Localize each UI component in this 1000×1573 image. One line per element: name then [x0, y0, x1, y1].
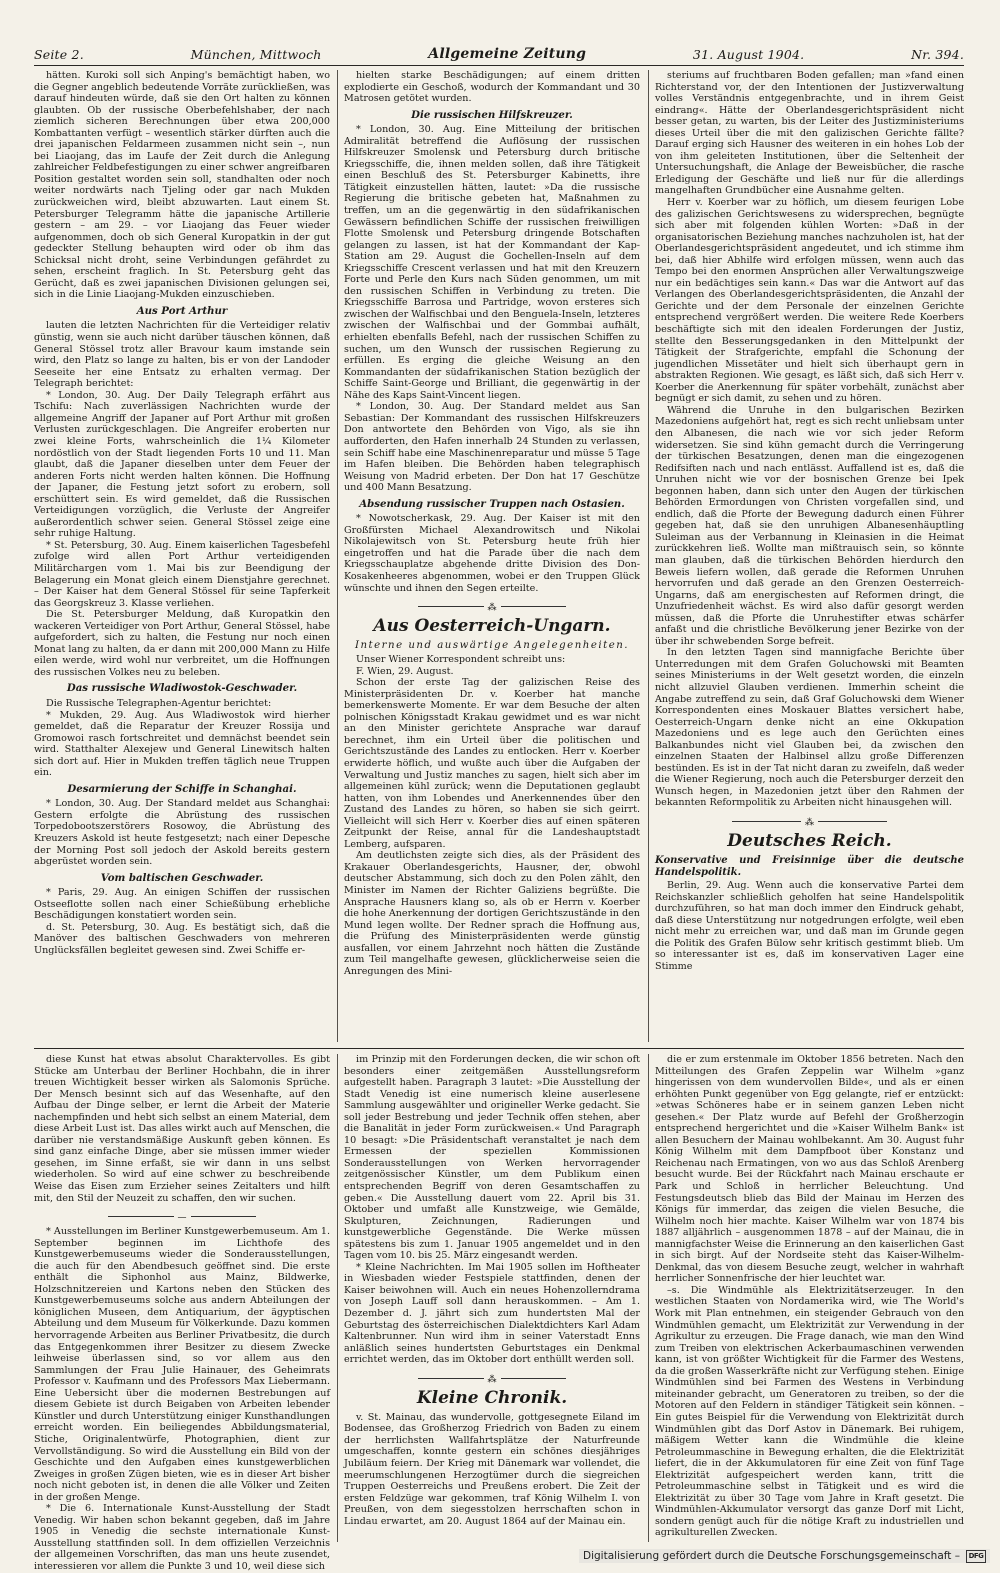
department-heading: Aus Oesterreich-Ungarn. — [373, 616, 611, 637]
department-subheading: Interne und auswärtige Angelegenheiten. — [354, 640, 630, 652]
article-paragraph: diese Kunst hat etwas absolut Charaktervolles. Es gibt Stücke am Unterbau der Berliner Hochbahn, die in ihrer treuen Wichtigkeit besser wirken als Salomonis Sprüche. Der Mensch besinnt sich auf das Wesenhafte, auf den Aufbau der Dinge selber, er lernt die Arbeit der Materie nachempfinden und hebt sich selbst an einem Material, dem diese Arbeit Lust ist. Das alles wirkt auch auf Menschen, die darüber nie verstandsmäßige Auskunft geben können. Es sind ganz einfache Dinge, aber sie müssen immer wieder gesehen, im Sinne erfaßt, sie wir dann in uns selbst wiederholen. So wird auf eine schwer zu beschreibende Weise das Eisen zum Erzieher seines Zeitalters und hilft mit, den Stil der Neuzeit zu schaffen, den wir suchen. — [34, 1054, 330, 1204]
article-paragraph: * Kleine Nachrichten. Im Mai 1905 sollen im Hoftheater in Wiesbaden wieder Festspiele stattfinden, denen der Kaiser beiwohnen will. Auch ein neues Hohenzollerndrama von Joseph Lauff soll dann herauskommen. – Am 1. Dezember d. J. jährt sich zum hundertsten Mal der Geburtstag des österreichischen Dialektdichters Karl Adam Kaltenbrunner. Nun wird ihm in seiner Vaterstadt Enns anläßlich seines hundertsten Geburtstages ein Denkmal errichtet werden, das im Oktober dort enthüllt werden soll. — [344, 1261, 640, 1366]
section-ornament — [655, 817, 964, 828]
article-paragraph: hielten starke Beschädigungen; auf einem dritten explodierte ein Geschoß, wodurch der Kommandant und 30 Matrosen getötet wurden. — [344, 70, 640, 105]
article-paragraph: die er zum erstenmale im Oktober 1856 betreten. Nach den Mitteilungen des Grafen Zeppelin war Wilhelm »ganz hingerissen von dem wundervollen Bilde«, und als er einen erhöhten Punkt gegenüber von Egg gelangte, rief er entzückt: »etwas Schöneres habe er in seinem ganzen Leben nicht gesehen.« Der Platz wurde auf Befehl der Großherzogin entsprechend hergerichtet und die »Kaiser Wilhelm Bank« ist allen Besuchern der Mainau wohlbekannt. Am 30. August fuhr König Wilhelm mit dem Dampfboot über Konstanz und Reichenau nach Ermatingen, von wo aus das Schloß Arenberg besucht wurde. Bei der Rückfahrt nach Mainau erschaute er Park und Schloß in herrlicher Beleuchtung. Und Festungsdeutsch blieb das Bild der Mainau im Herzen des Königs für immerdar, das zeigen die vielen Besuche, die Wilhelm noch hier machte. Kaiser Wilhelm war von 1874 bis 1887 alljährlich – ausgenommen 1878 – auf der Mainau, die in mannigfachster Weise die Erinnerung an den kaiserlichen Gast in sich birgt. Auf der Nordseite steht das Kaiser-Wilhelm-Denkmal, das von diesem Besuche zeugt, welcher in wahrhaft herrlicher Sonnenfrische der hier leuchtet war. — [655, 1054, 964, 1285]
article-paragraph: Berlin, 29. Aug. Wenn auch die konservative Partei dem Reichskanzler schließlich geholfen hat seine Handelspolitik durchzuführen, so hat man doch immer den Eindruck gehabt, daß diese Unterstützung nur notgedrungen erfolgte, weil eben nicht mehr zu erreichen war, und daß man im Grunde gegen die Politik des Grafen Bülow sehr kritisch gestimmt blieb. Um so interessanter ist es, daß im konservativen Lager eine Stimme — [655, 880, 964, 972]
article-paragraph: * Nowotscherkask, 29. Aug. Der Kaiser ist mit den Großfürsten Michael Alexandrowitsch und Nikolai Nikolajewitsch von St. Petersburg heute früh hier eingetroffen und hat die Parade über die nach dem Kriegsschauplatze abgehende dritte Division des Don-Kosakenheeres abgenommen, wobei er den Truppen Glück wünschte und ihnen den Segen erteilte. — [344, 513, 640, 594]
section-ornament — [344, 1374, 640, 1385]
article-paragraph: v. St. Mainau, das wundervolle, gottgesegnete Eiland im Bodensee, das Großherzog Friedrich von Baden zu einem der herrlichsten Wallfahrtsplätze der Naturfreunde umgeschaffen, konnte gestern ein schönes diesjähriges Jubiläum feiern. Der Krieg mit Dänemark war vollendet, die meerumschlungenen Herzogtümer durch die siegreichen Truppen Oesterreichs und Preußens erobert. Die Zeit der ersten Feldzüge war gekommen, traf König Wilhelm I. von Preußen, von dem siegesstolzen herrschaften schon in Lindau erwartet, am 20. August 1864 auf der Mainau ein. — [344, 1411, 640, 1527]
article-paragraph: In den letzten Tagen sind mannigfache Berichte über Unterredungen mit dem Grafen Goluchowski mit Beamten seines Ministeriums in der Welt gesetzt worden, die einzeln nicht allzuviel Glauben verdienen. Immerhin scheint die Angabe zutreffend zu sein, daß Graf Goluchowski dem Wiener Korrespondenten eines Moskauer Blattes versichert habe, Oesterreich-Ungarn denke nicht an eine Okkupation Mazedoniens und es lege auch den Gerüchten eines Balkanbundes nicht viel Glauben bei, da zwischen den einzelnen Staaten der Halbinsel allzu große Differenzen bestünden. Es ist in der Tat nicht daran zu zweifeln, daß weder die Wiener Regierung, noch auch die Petersburger derzeit den Wunsch hegen, in Mazedonien jetzt über den Rahmen der bekannten Reformpolitik zu Arbeiten nicht hinausgehen will. — [655, 647, 964, 809]
column-2 — [344, 70, 640, 1042]
article-paragraph: lauten die letzten Nachrichten für die Verteidiger relativ günstig, wenn sie auch nicht darüber täuschen können, daß General Stössel trotz aller Bravour kaum imstande sein wird, den Platz so lange zu halten, bis er von der Landoder Seeseite her eine Entsatz zu erhalten vermag. Der Telegraph berichtet: — [34, 320, 330, 390]
column-6 — [655, 1054, 964, 1542]
section-heading: Absendung russischer Truppen nach Ostasien. — [359, 497, 625, 510]
department-heading: Deutsches Reich. — [727, 831, 892, 851]
article-paragraph: d. St. Petersburg, 30. Aug. Es bestätigt sich, daß die Manöver des baltischen Geschwaders von mehreren Unglücksfällen begleitet gewesen sind. Zwei Schiffe er- — [34, 921, 330, 956]
ornament-glyph: ⁂ — [484, 1375, 501, 1385]
header-date: 31. August 1904. — [692, 47, 805, 62]
section-heading: Aus Port Arthur — [136, 304, 228, 317]
article-paragraph: * London, 30. Aug. Der Standard meldet aus Schanghai: Gestern erfolgte die Abrüstung des russischen Torpedobootszerstörers Rosowoy, die Abrüstung des Kreuzers Askold ist heute festgesetzt; nach einer Depesche der Morning Post soll jedoch der Askold bereits gestern abgerüstet worden sein. — [34, 798, 330, 868]
page-number: Seite 2. — [34, 47, 84, 62]
article-headline: Konservative und Freisinnige über die deutsche Handelspolitik. — [655, 855, 964, 878]
masthead-title: Allgemeine Zeitung — [428, 46, 587, 62]
page-header — [34, 40, 964, 62]
ornament-glyph: — — [174, 1213, 191, 1223]
feuilleton-rule — [34, 1048, 964, 1049]
article-paragraph: * London, 30. Aug. Eine Mitteilung der britischen Admiralität betreffend die Auflösung der russischen Hilfskreuzer Smolensk und Petersburg durch britische Kriegsschiffe, die, ihnen melden sollen, daß ihre Tätigkeit einen Beschluß des St. Petersburger Kabinetts, ihre Tätigkeit einzustellen hätten, lautet: »Da die russische Regierung die britische gebeten hat, Maßnahmen zu treffen, um an die gegenwärtig in den südafrikanischen Gewässern befindlichen Schiffe der russischen freiwilligen Flotte Smolensk und Petersburg dringende Botschaften gelangen zu lassen, ist hat der Kommandant der Kap-Station am 29. August die Gochellen-Inseln auf dem Kriegsschiffe Crescent verlassen und hat mit den Kreuzern Forte und Perle den Kurs nach Süden genommen, um mit den russischen Schiffen in Verbindung zu treten. Die Kriegsschiffe Barrosa und Partridge, wovon ersteres sich zwischen der Walfischbai und den Benguela-Inseln, letzteres zwischen der Walfischbai und der Gommbai aufhält, erhielten ebenfalls Befehl, nach der russischen Schiffen zu suchen, um den Wunsch der russischen Regierung zu erfüllen. Es erging die gleiche Weisung an den Kommandanten der südafrikanischen Station bezüglich der Schiffe Saint-George und Brilliant, die gegenwärtig in der Nähe des Kaps Saint-Vincent liegen. — [344, 124, 640, 401]
dfg-logo-icon: DFG — [966, 1550, 986, 1563]
column-1 — [34, 70, 330, 1042]
column-divider — [337, 1054, 338, 1542]
column-divider — [337, 70, 338, 1042]
issue-number: Nr. 394. — [911, 47, 964, 62]
section-heading: Desarmierung der Schiffe in Schanghai. — [67, 782, 297, 795]
section-ornament — [34, 1212, 330, 1224]
article-paragraph: F. Wien, 29. August. — [356, 665, 454, 677]
article-paragraph: –s. Die Windmühle als Elektrizitätserzeuger. In den westlichen Staaten von Nordamerika wird, wie The World's Work mit Plan entnehmen, ein steigender Gebrauch von den Windmühlen gemacht, um Elektrizität zur Verwendung in der Agrikultur zu erzeugen. Die Frage danach, wie man den Wind zum Treiben von elektrischen Ackerbaumaschinen verwenden kann, ist von größter Wichtigkeit für die Farmer des Westens, da die großen Wasserkräfte nicht zur Verfügung stehen. Einige Windmühlen sind bei Farmen des Westens in Verbindung miteinander gebracht, um Generatoren zu treiben, so der die Motoren auf den Feldern in ständiger Tätigkeit sein können. – Ein gutes Beispiel für die Verwendung von Elektrizität durch Windmühlen gibt das Dorf Astov in Dänemark. Bei ruhigem, mäßigem Wetter kann die Windmühle die kleine Petroleummaschine in Bewegung erhalten, die die Elektrizität liefert, die in der Akkumulatoren für eine Zeit von fünf Tage Elektrizität aufgespeichert werden kann, tritt die Petroleummaschine selbst in Tätigkeit und es wird die Elektrizität zu über 30 Tage vom Jahre in Kraft gesetzt. Die Windmühlen-Akkumulator versorgt das ganze Dorf mit Licht, sondern genügt auch für die nötige Kraft zu industriellen und agrikulturellen Zwecken. — [655, 1284, 964, 1539]
column-3 — [655, 70, 964, 1042]
article-paragraph: Die Russische Telegraphen-Agentur berichtet: — [46, 697, 272, 709]
header-rule — [34, 65, 964, 66]
article-paragraph: Während die Unruhe in den bulgarischen Bezirken Mazedoniens aufgehört hat, regt es sich recht unliebsam unter den Albanesen, die nach wie vor sich jeder Reform widersetzen. Sie sind kühn gemacht durch die Verringerung der türkischen Besatzungen, denen man die eingezogenen Redifsiften nach und nach entlässt. Auffallend ist es, daß die Unruhen nicht wie vor der bosnischen Grenze bei Ipek begonnen haben, dann sich unter den Augen der türkischen Behörden Ermordungen von Christen vorgefallen sind, und endlich, daß die Pforte der Bewegung dadurch einen Führer gegeben hat, daß sie den unruhigen Albanesenhäuptling Suleiman aus der Verbannung in Kleinasien in die Heimat zurückkehren ließ. Wollte man mißtrauisch sein, so könnte man glauben, daß die türkischen Behörden hierdurch den Beweis liefern wollen, daß gerade die Reformen Unruhen hervorrufen und daß gerade an den Grenzen Oesterreich-Ungarns, daß am energischesten auf Reformen dringt, die Unzufriedenheit wächst. Es wird also dafür gesorgt werden müssen, daß die Pforte die Unruhestifter etwas schärfer anfaßt und die christliche Bevölkerung jener Bezirke von der über ihr schwebenden Sorge befreit. — [655, 404, 964, 647]
article-paragraph: hätten. Kuroki soll sich Anping's bemächtigt haben, wo die Gegner angeblich bedeutende Vorräte zurückließen, was darauf hindeuten würde, daß sie den Ort halten zu können glaubten. Ob der russische Oberbefehlshaber, der nach ziemlich sicheren Berechnungen über etwa 200,000 Kombattanten verfügt – wesentlich stärker dürften auch die drei japanischen Feldarmeen zusammen nicht sein –, nun bei Liaojang, das im Laufe der Zeit durch die Anlegung zahlreicher Feldbefestigungen zu einer schwer angreifbaren Position gestaltet worden sein soll, standhalten oder noch weiter nordwärts nach Tjeling oder gar nach Mukden zurückweichen wird, bleibt abzuwarten. Laut einem St. Petersburger Telegramm hätte die japanische Artillerie gestern – am 29. – vor Liaojang das Feuer wieder aufgenommen, doch ob sich General Kuropatkin in der gut gedeckter Stellung behaupten wird oder ob ihm das Schicksal nicht droht, seine Verbindungen gefährdet zu sehen, erscheint fraglich. In St. Petersburg geht das Gerücht, daß es zwei japanischen Divisionen gelungen sei, sich in die Linie Liaojang-Mukden einzuschieben. — [34, 70, 330, 301]
article-paragraph: Unser Wiener Korrespondent schreibt uns: — [356, 654, 566, 666]
article-paragraph: * St. Petersburg, 30. Aug. Einem kaiserlichen Tagesbefehl zufolge wird allen Port Arthur verteidigenden Militärchargen vom 1. Mai bis zur Beendigung der Belagerung ein Monat gleich einem Dienstjahre gerechnet. – Der Kaiser hat dem General Stössel für seine Tapferkeit das Georgskreuz 3. Klasse verliehen. — [34, 539, 330, 609]
article-paragraph: Die St. Petersburger Meldung, daß Kuropatkin den wackeren Verteidiger von Port Arthur, General Stössel, habe aufgefordert, sich zu halten, die Festung nur noch einen Monat lang zu halten, da er dann mit 200,000 Mann zu Hilfe eilen werde, wird wohl nur verbreitet, um die Hoffnungen des russischen Volkes neu zu beleben. — [34, 609, 330, 678]
article-paragraph: * Ausstellungen im Berliner Kunstgewerbemuseum. Am 1. September beginnen im Lichthofe des Kunstgewerbemuseums wieder die Sonderausstellungen, die auch für den Abendbesuch geöffnet sind. Die erste enthält die Siphonhol aus Mainz, Bildwerke, Holzschnitzereien und Kartons neben den Stücken des Kunstgewerbemuseums solche aus andern Abteilungen der königlichen Museen, dem Antiquarium, der ägyptischen Abteilung und dem Museum für Völkerkunde. Dazu kommen hervorragende Arbeiten aus Berliner Privatbesitz, die durch das Entgegenkommen ihrer Besitzer zu diesem Zwecke leihweise überlassen sind, so vor allem aus den Sammlungen der Frau Julie Hainauer, des Geheimrats Professor v. Kaufmann und des Professors Max Liebermann. Eine Uebersicht über die modernen Bestrebungen auf diesem Gebiete ist durch Beigaben von Arbeiten lebender Künstler und durch Unterstützung einiger Kunsthandlungen erreicht worden. Ein beiliegendes Abbildungsmaterial, Stiche, Originalentwürfe, Photographien, dient zur Vervollständigung. So wird die Ausstellung ein Bild von der Geschichte und den Aufgaben eines kunstgewerblichen Zweiges in großen Zügen bieten, wie es in dieser Art bisher noch nicht geboten ist, in denen die alle Völker und Zeiten in der großen Menge. — [34, 1226, 330, 1503]
section-heading: Die russischen Hilfskreuzer. — [411, 108, 573, 121]
ornament-glyph: ⁂ — [801, 818, 818, 828]
section-heading: Vom baltischen Geschwader. — [100, 871, 264, 884]
section-heading: Das russische Wladiwostok-Geschwader. — [66, 682, 298, 695]
footer-text: Digitalisierung gefördert durch die Deutsche Forschungsgemeinschaft – — [583, 1550, 960, 1562]
article-paragraph: Am deutlichsten zeigte sich dies, als der Präsident des Krakauer Oberlandesgerichts, Hausner, der, obwohl deutscher Abstammung, sich doch zu den Polen zählt, den Minister im Namen der Richter Galiziens begrüßte. Die Ansprache Hausners klang so, als ob er Herrn v. Koerber die hohe Anerkennung der dortigen Gerichtszustände in den Mund legen wollte. Der Redner sprach die Hoffnung aus, die Prüfung des Ministerpräsidenten werde günstig ausfallen, vor einem Jahrzehnt noch hätten die Zustände zum Teil mangelhafte gewesen, glücklicherweise seien die Anregungen des Mini- — [344, 850, 640, 977]
article-paragraph: Schon der erste Tag der galizischen Reise des Ministerpräsidenten Dr. v. Koerber hat manche bemerkenswerte Momente. Er war dem Besuche der alten polnischen Königsstadt Krakau gewidmet und es war nicht an den Minister gerichtete Ansprache war darauf berechnet, ihm ein Urteil über die politischen und Gerichtszustände des Landes zu entlocken. Herr v. Koerber erwiderte höflich, und wußte auch über die Aufgaben der Verwaltung und Justiz manches zu sagen, hielt sich aber im allgemeinen kühl zurück; wenn die Deputationen geglaubt hatten, von ihm Lobendes und Anerkennendes über den Zustand des Landes zu hören, so haben sie sich geirrt. Vielleicht will sich Herr v. Koerber dies auf einen späteren Zeitpunkt der Reise, annal für die Landeshauptstadt Lemberg, aufsparen. — [344, 677, 640, 850]
article-paragraph: * Paris, 29. Aug. An einigen Schiffen der russischen Ostseeflotte sollen nach einer Schießübung erhebliche Beschädigungen konstatiert worden sein. — [34, 887, 330, 922]
article-paragraph: im Prinzip mit den Forderungen decken, die wir schon oft besonders einer zeitgemäßen Ausstellungsreform aufgestellt haben. Paragraph 3 lautet: »Die Ausstellung der Stadt Venedig ist eine numerisch kleine auserlesene Sammlung ausgewählter und origineller Werke gedacht. Sie soll jeder Bestrebung und jeder Technik offen stehen, aber die Banalität in jeder Form zurückweisen.« Und Paragraph 10 besagt: »Die Präsidentschaft veranstaltet je nach dem Ermessen der speziellen Kommissionen Sonderausstellungen von Werken hervorragender zeitgenössischer Künstler, um dem Publikum einen entsprechenden Begriff von deren Gesamtschaffen zu geben.« Die Ausstellung dauert vom 22. April bis 31. Oktober und umfaßt alle Kunstzweige, wie Gemälde, Skulpturen, Zeichnungen, Radierungen und kunstgewerbliche Gegenstände. Die Werke müssen spätestens bis zum 1. Januar 1905 angemeldet und in den Tagen vom 10. bis 25. März eingesandt werden. — [344, 1054, 640, 1262]
column-5 — [344, 1054, 640, 1542]
digitization-footer — [579, 1549, 990, 1563]
article-paragraph: steriums auf fruchtbaren Boden gefallen; man »fand einen Richterstand vor, der den Intentionen der Justizverwaltung volles Verständnis entgegenbrachte, und in ihrem Geist eindrang«. Hätte der Oberlandesgerichtspräsident nicht besser getan, zu warten, bis der Leiter des Justizministeriums dieses Urteil über die mit den galizischen Gerichte fällte? Darauf erging sich Hausner des weiteren in ein hohes Lob der von ihm geleiteten Institutionen, über die Seltenheit der Untersuchungshaft, die Anlage der Beweisbücher, die rasche Erledigung der Geschäfte und ließ nur für die allerdings mangelhaften Grundbücher eine Ausnahme gelten. — [655, 70, 964, 197]
column-divider — [648, 70, 649, 1042]
ornament-glyph: ⁂ — [484, 603, 501, 613]
section-ornament — [344, 602, 640, 614]
article-paragraph: * Mukden, 29. Aug. Aus Wladiwostok wird hierher gemeldet, daß die Reparatur der Kreuzer Rossija und Gromowoi rasch fortschreitet und demnächst beendet sein wird. Statthalter Alexejew und General Linewitsch halten sich dort auf. Hier in Mukden treffen täglich neue Truppen ein. — [34, 709, 330, 779]
column-divider — [648, 1054, 649, 1542]
column-4 — [34, 1054, 330, 1572]
article-paragraph: * London, 30. Aug. Der Daily Telegraph erfährt aus Tschifu: Nach zuverlässigen Nachrichten wurde der allgemeine Angriff der Japaner auf Port Arthur mit großen Verlusten zurückgeschlagen. Die Angreifer eroberten nur zwei kleine Forts, wahrscheinlich die 1¼ Kilometer nordöstlich von der Stadt liegenden Forts 10 und 11. Man glaubt, daß die Japaner dieselben unter dem Feuer der anderen Forts nicht werden halten können. Die Hoffnung der Japaner, die Festung jetzt sofort zu erobern, soll erschüttert sein. Es wird gemeldet, daß die Russischen Verteidigungen vorzüglich, die Verluste der Angreifer außerordentlich schwer seien. General Stössel zeige eine sehr ruhige Haltung. — [34, 389, 330, 540]
article-paragraph: Herr v. Koerber war zu höflich, um diesem feurigen Lobe des galizischen Gerichtswesens zu widersprechen, begnügte sich aber mit folgenden kühlen Worten: »Daß in der organisatorischen Beziehung manches nachzuholen ist, hat der Oberlandesgerichtspräsident angedeutet, und ich stimme ihm bei, daß hier Abhilfe wird erfolgen müssen, wenn auch das Tempo bei den enormen Ansprüchen aller Verwaltungszweige nur ein bedächtiges sein kann.« Das war die Antwort auf das Verlangen des Oberlandesgerichtspräsidenten, die Anzahl der Gerichte und der dem Personale der einzelnen Gerichte entsprechend vergrößert werden. Die weitere Rede Koerbers beschäftigte sich mit den idealen Forderungen der Justiz, stellte den Besserungsgedanken in den Mittelpunkt der Tätigkeit der Strafgerichte, empfahl die Schonung der jugendlichen Missetäter und hielt sich überhaupt gern in abstrakten Regionen. Wie gesagt, es läßt sich, daß sich Herr v. Koerber die Anerkennung für später vorbehält, zunächst aber begnügt er sich damit, zu sehen und zu hören. — [655, 197, 965, 405]
article-paragraph: * London, 30. Aug. Der Standard meldet aus San Sebastian: Der Kommandant des russischen Hilfskreuzers Don antwortete den Behörden von Vigo, als sie ihn aufforderten, den Hafen innerhalb 24 Stunden zu verlassen, sein Schiff habe eine Maschinenreparatur und müsse 5 Tage im Hafen bleiben. Die Behörden haben telegraphisch Weisung von Madrid erbeten. Der Don hat 17 Geschütze und 400 Mann Besatzung. — [344, 401, 640, 494]
header-place: München, Mittwoch — [190, 47, 322, 62]
article-paragraph: * Die 6. Internationale Kunst-Ausstellung der Stadt Venedig. Wir haben schon bekannt gegeben, daß im Jahre 1905 in Venedig die sechste internationale Kunst-Ausstellung stattfinden soll. In dem offiziellen Verzeichnis der allgemeinen Vorschriften, das man uns heute zusendet, interessieren vor allem die Punkte 3 und 10, weil diese sich — [34, 1503, 330, 1572]
department-heading: Kleine Chronik. — [416, 1387, 568, 1408]
